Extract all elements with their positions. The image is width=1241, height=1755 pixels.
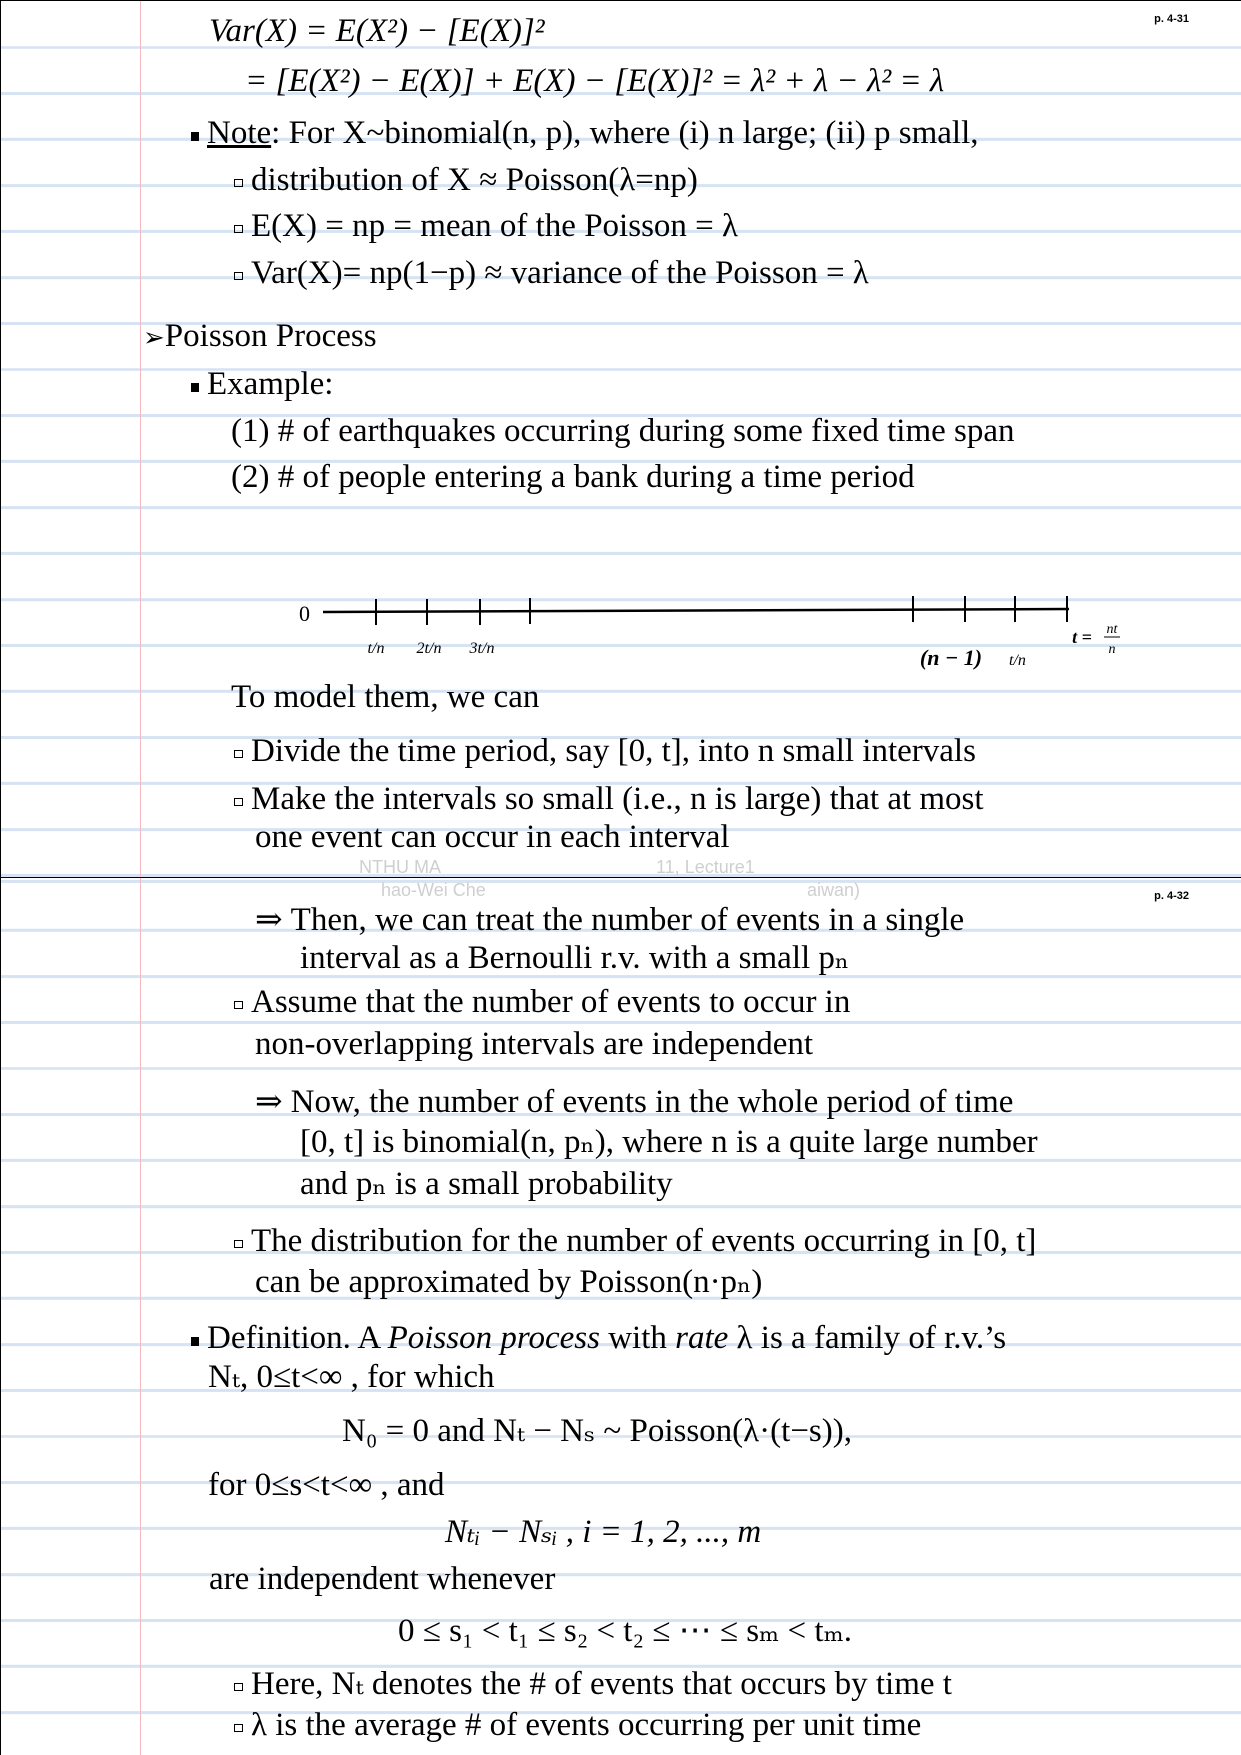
end-left-fraction: t/n [1009,652,1026,669]
definition-equation2: Nₜᵢ − Nₛᵢ , i = 1, 2, ..., m [445,1514,762,1550]
timeline-axis [323,609,1069,612]
definition-note [234,1667,952,1701]
definition-item [191,1321,1006,1355]
def-text: with [599,1320,676,1356]
end-right-label: t = [1072,627,1092,647]
square-bullet-icon [234,1240,243,1248]
square-bullet-icon [234,1001,243,1009]
section-heading [143,319,377,355]
variance-formula-line1: Var(X) = E(X²) − [E(X)]² [209,13,545,49]
distribution-text: The distribution for the number of events occurring in [0, t] [251,1223,1037,1259]
note-item [191,116,979,150]
end-left-label: (n − 1) [919,645,983,670]
definition-equation3: 0 ≤ s₁ < t₁ ≤ s₂ < t₂ ≤ ⋯ ≤ sₘ < tₘ. [398,1613,853,1649]
definition-note-text: λ is the average # of events occurring per unit time [251,1707,922,1743]
square-bullet-icon [234,1724,243,1732]
bullet-icon [191,383,199,392]
assume-text: Assume that the number of events to occur in [251,984,851,1020]
square-bullet-icon [234,750,243,758]
end-right-den: n [1108,642,1116,657]
then-line [255,903,964,937]
now-cont: and pₙ is a small probability [300,1166,673,1202]
implies-icon: ⇒ [255,902,283,938]
page-number: p. 4-32 [1154,890,1189,902]
now-cont: [0, t] is binomial(n, pₙ), where n is a quite large number [300,1124,1038,1160]
model-item-text: Make the intervals so small (i.e., n is large) that at most [251,781,984,817]
distribution-item [234,1224,1036,1258]
definition-note [234,1708,921,1742]
note-subitem [234,256,869,290]
assume-item [234,985,850,1019]
example-2: (2) # of people entering a bank during a time period [231,459,915,495]
watermark: NTHU MA [359,857,441,877]
watermark: hao-Wei Che [381,880,486,900]
tick-label: 2t/n [416,640,442,657]
tick-label: 3t/n [469,640,495,657]
tick-label: t/n [367,640,385,657]
square-bullet-icon [234,1683,243,1691]
note-subitem-text: Var(X)= np(1−p) ≈ variance of the Poisson = λ [251,255,869,291]
note-label: Note [207,115,272,151]
distribution-cont: can be approximated by Poisson(n·pₙ) [255,1264,763,1300]
definition-line6: are independent whenever [209,1561,556,1597]
note-subitem-text: distribution of X ≈ Poisson(λ=np) [251,162,698,198]
watermark: 11, Lecture1 [656,857,755,877]
lecture-page-4-31 [0,0,1241,877]
margin-line [140,878,141,1755]
margin-line [140,1,141,877]
variance-formula-line2: = [E(X²) − E(X)] + E(X) − [E(X)]² = λ² + λ − λ² = λ [245,63,945,99]
model-intro: To model them, we can [231,679,540,715]
model-item [234,782,984,816]
definition-line4: for 0≤s<t<∞ , and [208,1467,445,1503]
bullet-icon [191,132,199,141]
square-bullet-icon [234,798,243,806]
square-bullet-icon [234,225,243,233]
assume-cont: non-overlapping intervals are independent [255,1026,814,1062]
note-subitem [234,163,698,197]
definition-note-text: Here, Nₜ denotes the # of events that occurs by time t [251,1666,952,1702]
bullet-icon [191,1337,199,1346]
note-subitem-text: E(X) = np = mean of the Poisson = λ [251,208,739,244]
def-text: Definition. A [207,1320,388,1356]
tick-labels [368,622,1120,670]
watermark: aiwan) [807,880,861,900]
timeline-diagram [1,581,1241,681]
section-title: Poisson Process [164,318,377,354]
example-1: (1) # of earthquakes occurring during some fixed time span [231,413,1015,449]
note-subitem [234,209,738,243]
page-number: p. 4-31 [1154,13,1189,25]
timeline-origin: 0 [299,601,310,626]
then-text: Then, we can treat the number of events in a single [290,902,965,938]
definition-equation1: N₀ = 0 and Nₜ − Nₛ ~ Poisson(λ·(t−s)), [342,1413,853,1449]
note-text: : For X~binomial(n, p), where (i) n large; (ii) p small, [271,115,979,151]
model-item-continuation: one event can occur in each interval [255,819,730,855]
square-bullet-icon [234,272,243,280]
model-item [234,734,976,768]
now-line [255,1085,1013,1119]
lecture-page-4-32 [0,877,1241,1755]
definition-line2: Nₜ, 0≤t<∞ , for which [208,1359,495,1395]
def-rate: rate [675,1320,729,1356]
implies-icon: ⇒ [255,1084,283,1120]
model-item-text: Divide the time period, say [0, t], into n small intervals [251,733,976,769]
example-item [191,367,333,401]
now-text: Now, the number of events in the whole period of time [290,1084,1014,1120]
example-label: Example: [207,366,334,402]
arrow-bullet-icon: ➢ [143,323,165,353]
then-line-cont: interval as a Bernoulli r.v. with a small pₙ [300,940,850,976]
end-right-num: nt [1106,622,1118,637]
square-bullet-icon [234,179,243,187]
def-term: Poisson process [387,1320,600,1356]
def-text: λ is a family of r.v.’s [728,1320,1007,1356]
